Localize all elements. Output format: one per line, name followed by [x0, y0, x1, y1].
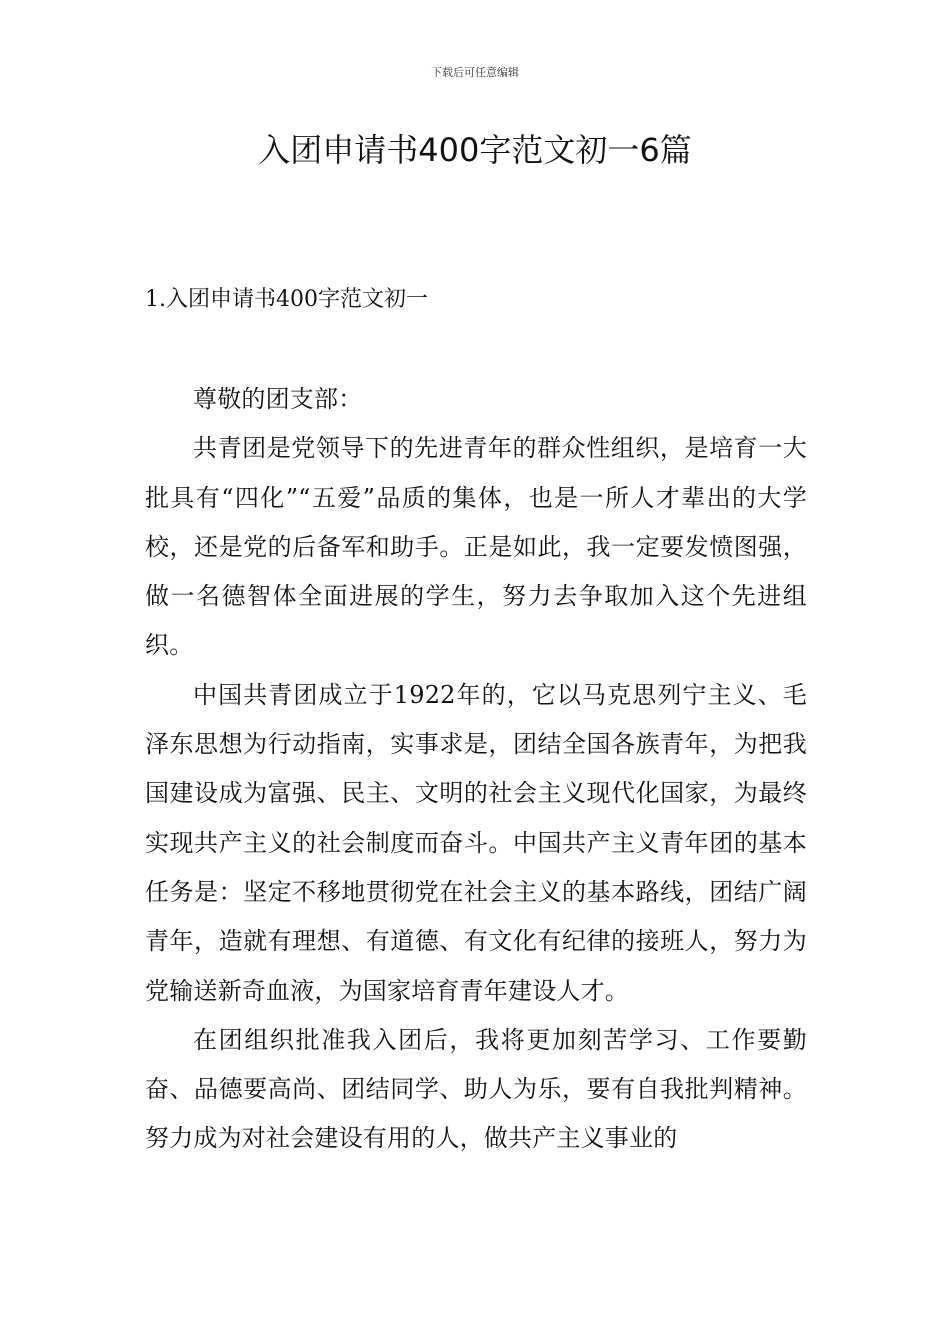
body-paragraph: 中国共青团成立于1922年的，它以马克思列宁主义、毛泽东思想为行动指南，实事求是，团结全国各族青年，为把我国建设成为富强、民主、文明的社会主义现代化国家，为最终实现共产主义的社会制度而奋斗。中国共产主义青年团的基本任务是：坚定不移地贯彻党在社会主义的基本路线，团结广阔青年，造就有理想、有道德、有文化有纪律的接班人，努力为党输送新奇血液，为国家培育青年建设人才。 — [145, 680, 807, 1005]
body-paragraph: 在团组织批准我入团后，我将更加刻苦学习、工作要勤奋、品德要高尚、团结同学、助人为乐，要有自我批判精神。努力成为对社会建设有用的人，做共产主义事业的 — [145, 1025, 807, 1153]
salutation: 尊敬的团支部： — [193, 385, 363, 413]
document-body — [145, 375, 807, 1164]
header-note: 下载后可任意编辑 — [431, 66, 519, 79]
body-paragraph: 共青团是党领导下的先进青年的群众性组织，是培育一大批具有“四化”“五爱”品质的集体，也是一所人才辈出的大学校，还是党的后备军和助手。正是如此，我一定要发愤图强，做一名德智体全面进展的学生，努力去争取加入这个先进组织。 — [145, 434, 807, 660]
section-heading: 1.入团申请书400字范文初一 — [145, 287, 428, 312]
document-title: 入团申请书400字范文初一6篇 — [258, 131, 692, 169]
